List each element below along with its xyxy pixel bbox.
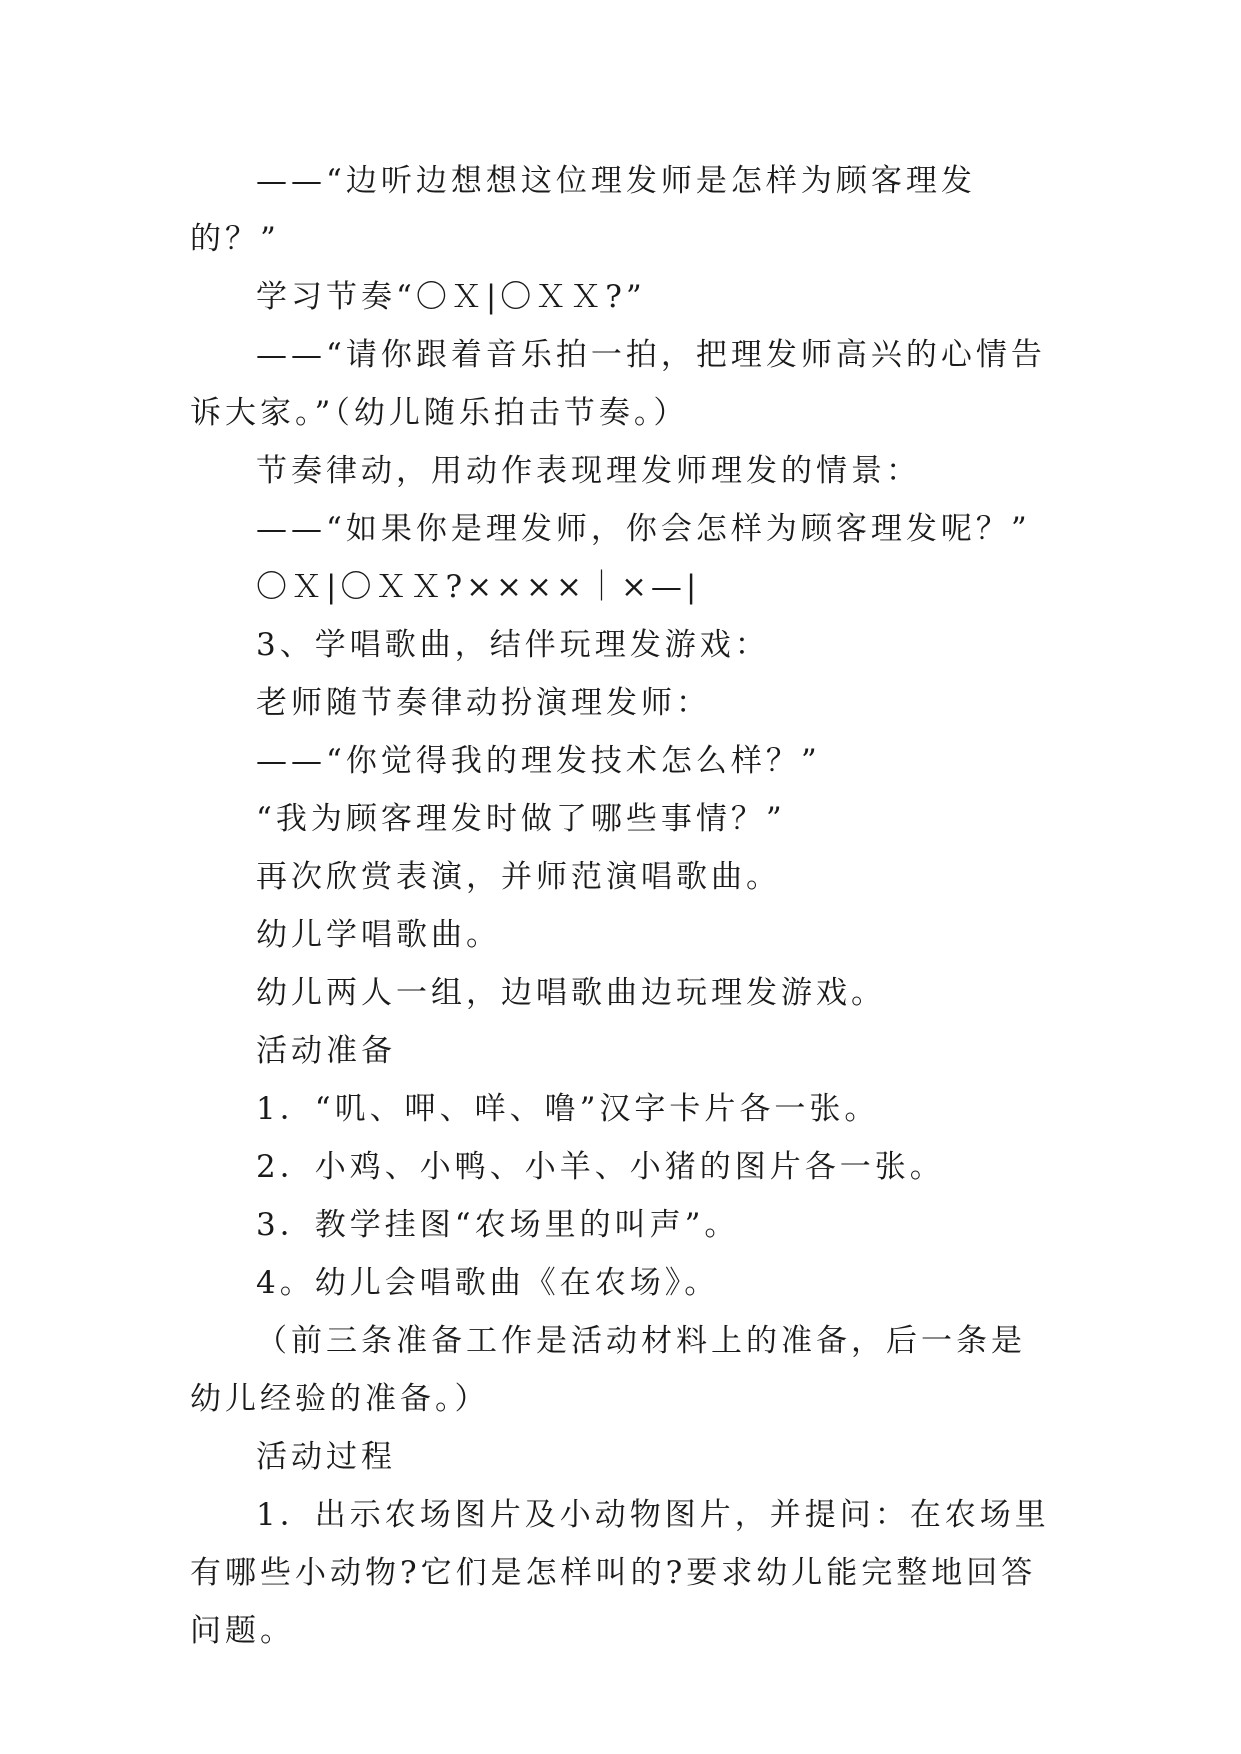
paragraph-8: 老师随节奏律动扮演理发师： (256, 685, 711, 721)
paragraph-12: 幼儿学唱歌曲。 (256, 917, 501, 953)
paragraph-3: ——“请你跟着音乐拍一拍，把理发师高兴的心情告诉大家。”（幼儿随乐拍击节奏。） (190, 337, 1046, 431)
process-step-1: 1．出示农场图片及小动物图片，并提问：在农场里有哪些小动物?它们是怎样叫的?要求幼儿能完整地回答问题。 (190, 1497, 1050, 1649)
list-item-4: 4。幼儿会唱歌曲《在农场》。 (256, 1265, 720, 1301)
section-heading-preparation: 活动准备 (256, 1033, 396, 1069)
paragraph-13: 幼儿两人一组，边唱歌曲边玩理发游戏。 (256, 975, 886, 1011)
paragraph-5: ——“如果你是理发师，你会怎样为顾客理发呢？” (256, 511, 1031, 547)
paragraph-6: 〇Ｘ|〇ＸＸ?××××｜×—| (256, 569, 701, 605)
paragraph-4: 节奏律动，用动作表现理发师理发的情景： (256, 453, 921, 489)
document-body (190, 152, 1050, 1660)
list-item-3: 3．教学挂图“农场里的叫声”。 (256, 1207, 740, 1243)
paragraph-1: ——“边听边想想这位理发师是怎样为顾客理发的？” (190, 163, 976, 257)
paragraph-9: ——“你觉得我的理发技术怎么样？” (256, 743, 821, 779)
section-heading-process: 活动过程 (256, 1439, 396, 1475)
paragraph-2: 学习节奏“〇Ｘ|〇ＸＸ?” (256, 279, 646, 315)
paragraph-note: （前三条准备工作是活动材料上的准备，后一条是幼儿经验的准备。） (190, 1323, 1026, 1417)
paragraph-11: 再次欣赏表演，并师范演唱歌曲。 (256, 859, 781, 895)
paragraph-10: “我为顾客理发时做了哪些事情？” (256, 801, 786, 837)
list-item-2: 2．小鸡、小鸭、小羊、小猪的图片各一张。 (256, 1149, 945, 1185)
list-item-1: 1．“叽、呷、咩、噜”汉字卡片各一张。 (256, 1091, 880, 1127)
paragraph-7: 3、学唱歌曲，结伴玩理发游戏： (256, 627, 770, 663)
